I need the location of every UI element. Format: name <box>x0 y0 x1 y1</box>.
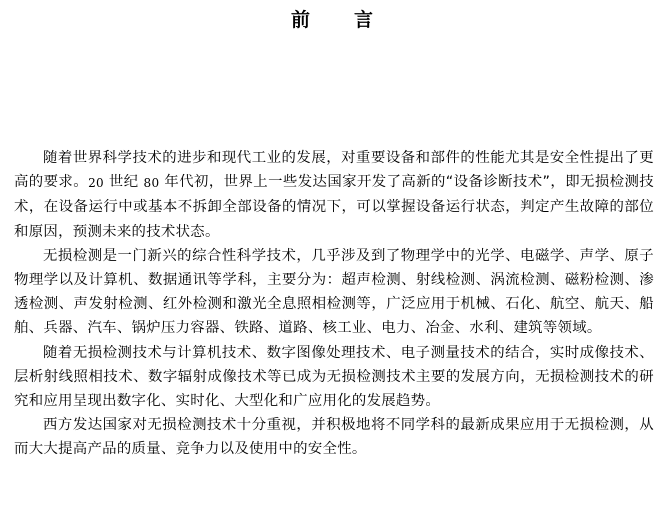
page-title <box>0 6 664 34</box>
paragraph-3: 随着无损检测技术与计算机技术、数字图像处理技术、电子测量技术的结合，实时成像技术、层析射线照相技术、数字辐射成像技术等已成为无损检测技术主要的发展方向，无损检测技术的研究和应用呈现出数字化、实时化、大型化和广应用化的发展趋势。 <box>14 344 654 410</box>
paragraph-2: 无损检测是一门新兴的综合性科学技术，几乎涉及到了物理学中的光学、电磁学、声学、原子物理学以及计算机、数据通讯等学科，主要分为：超声检测、射线检测、涡流检测、磁粉检测、渗透检测、声发射检测、红外检测和激光全息照相检测等，广泛应用于机械、石化、航空、航天、船舶、兵器、汽车、锅炉压力容器、铁路、道路、核工业、电力、冶金、水利、建筑等领域。 <box>14 247 654 337</box>
title-char-2: 言 <box>354 9 374 31</box>
paragraph-4: 西方发达国家对无损检测技术十分重视，并积极地将不同学科的最新成果应用于无损检测，从而大大提高产品的质量、竞争力以及使用中的安全性。 <box>14 417 654 458</box>
paragraph-1-text-b: 世纪 <box>103 174 144 191</box>
title-char-1: 前 <box>290 9 310 31</box>
year-80: 80 <box>143 176 160 191</box>
year-20: 20 <box>88 176 104 191</box>
paragraph-1-text-a: 随着世界科学技术的进步和现代工业的发展，对重要设备和部件的性能尤其是安全性提出了更高的要求。 <box>14 150 654 191</box>
body-text <box>14 146 654 462</box>
paragraph-1 <box>14 146 654 244</box>
paragraph-1-text-c: 年代初，世界上一些发达国家开发了高新的“设备诊断技术”，即无损检测技术，在设备运行中或基本不拆卸全部设备的情况下，可以掌握设备运行状态，判定产生故障的部位和原因，预测未来的技术状态。 <box>14 174 654 240</box>
